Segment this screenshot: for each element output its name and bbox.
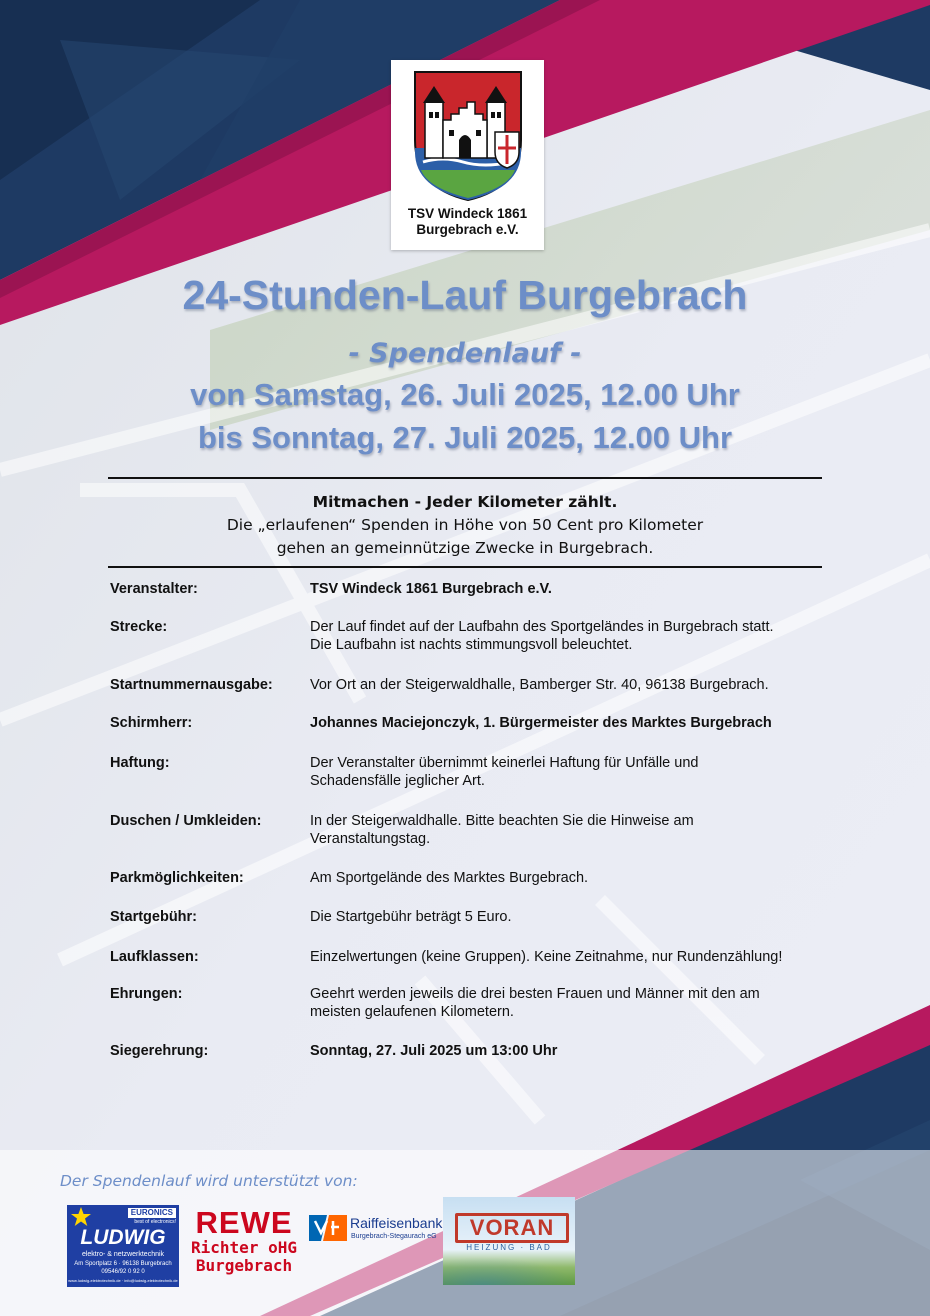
club-crest-icon	[413, 70, 523, 202]
detail-label: Startgebühr:	[110, 909, 197, 925]
detail-label: Parkmöglichkeiten:	[110, 870, 244, 886]
detail-value: Der Lauf findet auf der Laufbahn des Sportgeländes in Burgebrach statt. Die Laufbahn ist nachts stimmungsvoll beleuchtet.	[310, 619, 774, 653]
detail-label: Duschen / Umkleiden:	[110, 813, 262, 829]
star-icon	[71, 1207, 91, 1227]
club-name-line2: Burgebrach e.V.	[416, 222, 519, 237]
event-start-date: von Samstag, 26. Juli 2025, 12.00 Uhr	[190, 377, 740, 412]
event-subtitle: - Spendenlauf -	[348, 338, 582, 369]
raiffeisen-sub: Burgebrach-Stegaurach eG	[351, 1233, 437, 1240]
detail-label: Laufklassen:	[110, 949, 199, 965]
ludwig-phone: 09546/92 0 92 0	[101, 1269, 145, 1275]
ludwig-addr: Am Sportplatz 6 · 96138 Burgebrach	[74, 1261, 172, 1267]
rewe-line2: Richter oHG	[191, 1238, 297, 1257]
sponsor-ludwig-logo	[67, 1205, 179, 1287]
sponsor-rewe-logo	[188, 1207, 300, 1287]
euronics-sub: best of electronics!	[134, 1219, 176, 1225]
detail-label: Schirmherr:	[110, 715, 193, 731]
euronics-badge: EURONICS	[128, 1208, 176, 1218]
ludwig-desc: elektro- & netzwerktechnik	[81, 1251, 165, 1258]
intro-line2: gehen an gemeinnützige Zwecke in Burgebrach.	[276, 539, 654, 557]
detail-value: Am Sportgelände des Marktes Burgebrach.	[310, 870, 589, 886]
voran-name: VORAN	[455, 1213, 569, 1243]
detail-value: Johannes Maciejonczyk, 1. Bürgermeister des Marktes Burgebrach	[310, 715, 772, 731]
detail-value: Sonntag, 27. Juli 2025 um 13:00 Uhr	[310, 1043, 558, 1059]
divider-top	[108, 477, 822, 479]
detail-value: Geehrt werden jeweils die drei besten Frauen und Männer mit den am meisten gelaufenen Kilometern.	[310, 986, 760, 1020]
detail-value: Vor Ort an der Steigerwaldhalle, Bamberger Str. 40, 96138 Burgebrach.	[310, 677, 769, 693]
detail-label: Haftung:	[110, 755, 170, 771]
detail-label: Ehrungen:	[110, 986, 183, 1002]
rewe-name: REWE	[195, 1205, 293, 1240]
detail-label: Veranstalter:	[110, 581, 198, 597]
divider-bottom	[108, 566, 822, 568]
intro-block	[108, 491, 822, 560]
ludwig-name: LUDWIG	[80, 1226, 166, 1249]
detail-value: Die Startgebühr beträgt 5 Euro.	[310, 909, 512, 925]
detail-value: TSV Windeck 1861 Burgebrach e.V.	[310, 581, 552, 597]
club-name-line1: TSV Windeck 1861	[407, 206, 528, 221]
voran-water-decoration	[443, 1257, 575, 1285]
club-name	[391, 206, 544, 238]
detail-label: Startnummernausgabe:	[110, 677, 273, 693]
club-logo	[391, 60, 544, 250]
detail-value: In der Steigerwaldhalle. Bitte beachten Sie die Hinweise am Veranstaltungstag.	[310, 813, 694, 847]
intro-line1: Die „erlaufenen“ Spenden in Höhe von 50 Cent pro Kilometer	[226, 516, 704, 534]
ludwig-web: www.ludwig-elektrotechnik.de · info@ludwig-elektrotechnik.de	[68, 1278, 178, 1283]
volksbank-icon	[309, 1215, 347, 1241]
event-end-date: bis Sonntag, 27. Juli 2025, 12.00 Uhr	[197, 420, 733, 455]
voran-sub: HEIZUNG · BAD	[466, 1243, 552, 1252]
sponsor-voran-logo	[443, 1197, 575, 1285]
intro-headline: Mitmachen - Jeder Kilometer zählt.	[312, 493, 618, 511]
detail-value: Einzelwertungen (keine Gruppen). Keine Zeitnahme, nur Rundenzählung!	[310, 949, 783, 965]
detail-label: Strecke:	[110, 619, 168, 635]
detail-value: Der Veranstalter übernimmt keinerlei Haftung für Unfälle und Schadensfälle jeglicher Art.	[310, 755, 699, 789]
event-title: 24-Stunden-Lauf Burgebrach	[182, 272, 748, 318]
raiffeisen-name: Raiffeisenbank	[350, 1215, 443, 1231]
rewe-line3: Burgebrach	[195, 1256, 293, 1275]
detail-label: Siegerehrung:	[110, 1043, 209, 1059]
sponsors-heading: Der Spendenlauf wird unterstützt von:	[60, 1172, 358, 1190]
sponsor-raiffeisenbank-logo	[309, 1213, 441, 1253]
